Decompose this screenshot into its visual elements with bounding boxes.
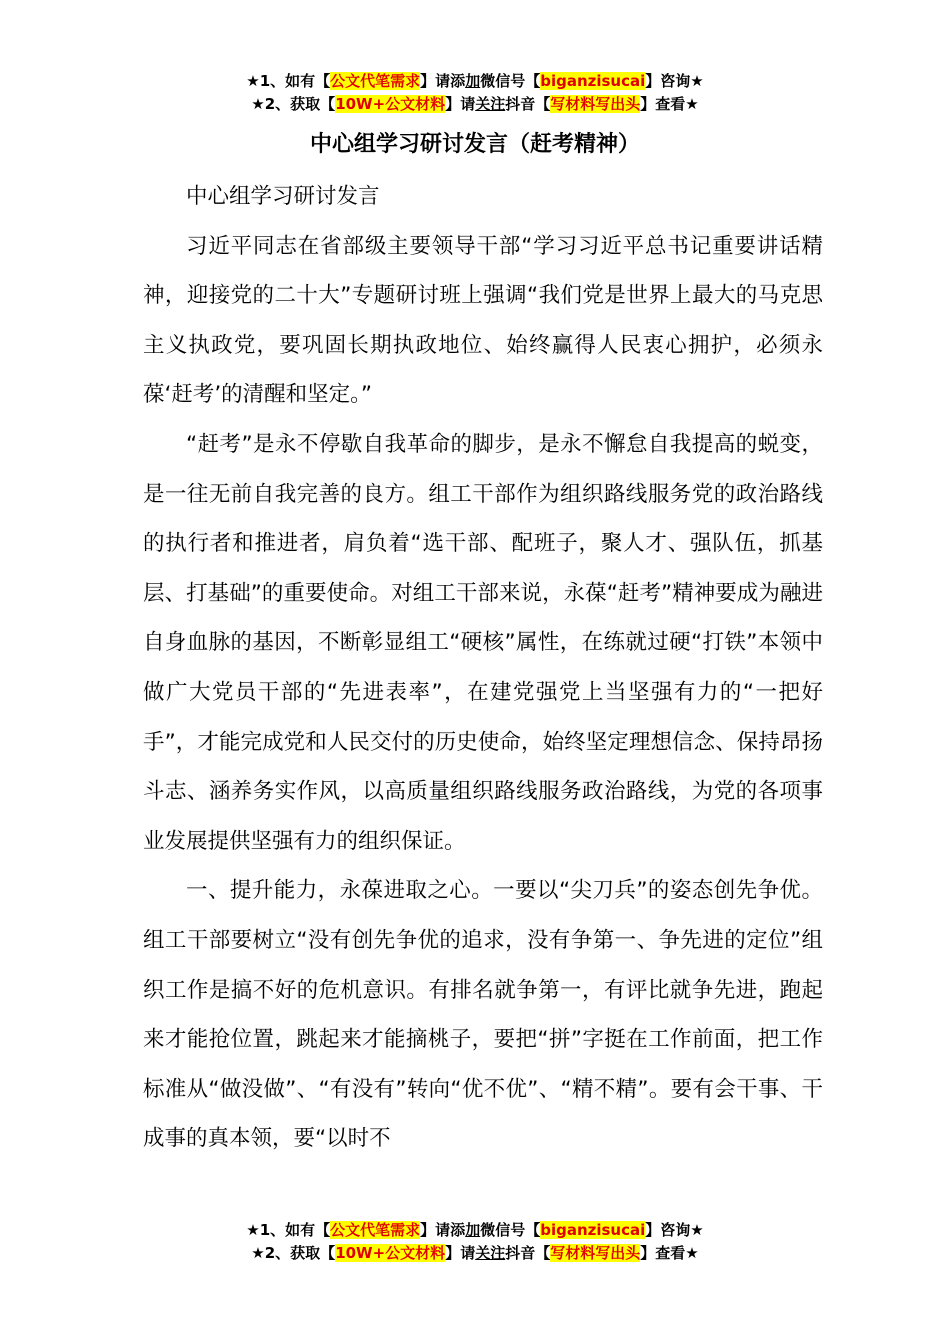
promo-line-2 xyxy=(0,1242,950,1265)
body-paragraph: “赶考”是永不停歇自我革命的脚步，是永不懈怠自我提高的蜕变，是一往无前自我完善的良方。组工干部作为组织路线服务党的政治路线的执行者和推进者，肩负着“选干部、配班子，聚人才、强队伍，抓基层、打基础”的重要使命。对组工干部来说，永葆“赶考”精神要成为融进自身血脉的基因，不断彰显组工“硬核”属性，在练就过硬“打铁”本领中做广大党员干部的“先进表率”，在建党强党上当坚强有力的“一把好手”，才能完成党和人民交付的历史使命，始终坚定理想信念、保持昂扬斗志、涵养务实作风，以高质量组织路线服务政治路线，为党的各项事业发展提供坚强有力的组织保证。 xyxy=(143,431,823,854)
promo-underlined-text: 关注 xyxy=(475,95,506,113)
promo-text: ★2、获取【 xyxy=(251,95,336,113)
promo-text: 】请添 xyxy=(420,72,466,90)
promo-text: 】请 xyxy=(445,1244,476,1262)
promo-line-1 xyxy=(0,70,950,93)
promo-text: 】咨询★ xyxy=(645,72,704,90)
body-paragraph: 习近平同志在省部级主要领导干部“学习习近平总书记重要讲话精神，迎接党的二十大”专题研讨班上强调“我们党是世界上最大的马克思主义执政党，要巩固长期执政地位、始终赢得人民衷心拥护，必须永葆‘赶考’的清醒和坚定。” xyxy=(143,233,823,408)
promo-text: 抖音【 xyxy=(505,1244,551,1262)
douyin-account-highlight: 写材料写出头 xyxy=(550,1244,641,1262)
promo-highlight: 10W+公文材料 xyxy=(335,95,446,113)
promo-highlight: 10W+公文材料 xyxy=(335,1244,446,1262)
body-paragraph: 一、提升能力，永葆进取之心。一要以“尖刀兵”的姿态创先争优。组工干部要树立“没有创先争优的追求，没有争第一、争先进的定位”组织工作是搞不好的危机意识。有排名就争第一，有评比就争先进，跑起来才能抢位置，跳起来才能摘桃子，要把“拼”字挺在工作前面，把工作标准从“做没做”、“有没有”转向“优不优”、“精不精”。要有会干事、干成事的真本领，要“以时不 xyxy=(143,878,823,1152)
promo-text: 】咨询★ xyxy=(645,1221,704,1239)
promo-text: 】请添 xyxy=(420,1221,466,1239)
promo-highlight: 公文代笔需求 xyxy=(330,1221,421,1239)
promo-line-1 xyxy=(0,1219,950,1242)
promo-banner-top xyxy=(0,70,950,116)
document-body xyxy=(143,172,823,1164)
promo-text: 】请 xyxy=(445,95,476,113)
promo-text: 微信号【 xyxy=(480,72,541,90)
wechat-id-highlight: biganzisucai xyxy=(540,72,646,90)
promo-line-2 xyxy=(0,93,950,116)
promo-highlight: 公文代笔需求 xyxy=(330,72,421,90)
promo-text: ★1、如有【 xyxy=(246,1221,331,1239)
promo-text: 】查看★ xyxy=(640,95,699,113)
body-paragraph: 中心组学习研讨发言 xyxy=(186,184,380,209)
wechat-id-highlight: biganzisucai xyxy=(540,1221,646,1239)
douyin-account-highlight: 写材料写出头 xyxy=(550,95,641,113)
promo-text: ★1、如有【 xyxy=(246,72,331,90)
document-title: 中心组学习研讨发言（赶考精神） xyxy=(309,132,640,157)
promo-text: 微信号【 xyxy=(480,1221,541,1239)
promo-banner-bottom xyxy=(0,1219,950,1265)
promo-underlined-text: 关注 xyxy=(475,1244,506,1262)
promo-text: 抖音【 xyxy=(505,95,551,113)
promo-underlined-text: 加 xyxy=(465,1221,481,1239)
promo-text: 】查看★ xyxy=(640,1244,699,1262)
promo-underlined-text: 加 xyxy=(465,72,481,90)
promo-text: ★2、获取【 xyxy=(251,1244,336,1262)
